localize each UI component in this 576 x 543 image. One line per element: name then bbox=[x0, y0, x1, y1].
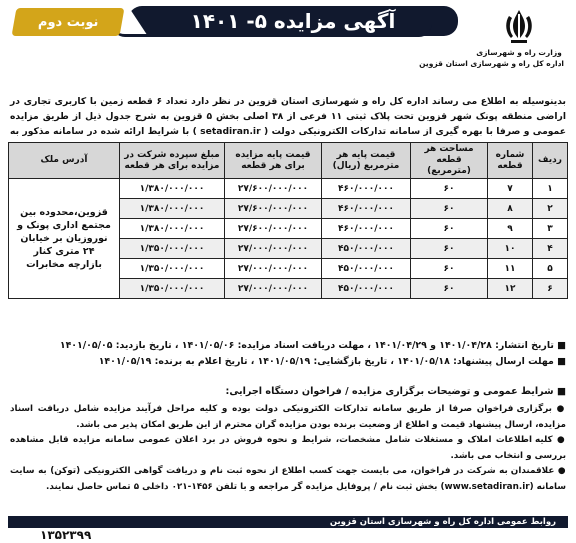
row-number: ۴ bbox=[533, 239, 568, 259]
base-price: ۲۷/۰۰۰/۰۰۰/۰۰۰ bbox=[225, 239, 322, 259]
footer-text: روابط عمومی اداره کل راه و شهرسازی استان قزوین bbox=[329, 517, 556, 527]
publish-dates-text: تاریخ انتشار: ۱۴۰۱/۰۴/۲۸ و ۱۴۰۱/۰۴/۲۹ ، مهلت دریافت اسناد مزایده: ۱۴۰۱/۰۵/۰۶ ، تاریخ بازدید: ۱۴۰۱/۰۵/۰۵ bbox=[59, 340, 554, 351]
unit-price: ۴۶۰/۰۰۰/۰۰۰ bbox=[322, 179, 411, 199]
unit-price: ۴۵۰/۰۰۰/۰۰۰ bbox=[322, 239, 411, 259]
plot-area: ۶۰ bbox=[411, 259, 488, 279]
intro-paragraph: بدینوسیله به اطلاع می رساند اداره کل راه و شهرسازی استان قزوین در نظر دارد تعداد ۶ قطعه زمین با کاربری تجاری در اراضی منطقه پونک شهر قزوین تحت پلاک ثبتی ۱۱ فرعی از ۳۸ اصلی بخش ۵ قزوین به شرح جدول ذیل از طریق مزایده عمومی و صرفا با بهره گیری از سامانه تدارکات الکترونیکی دولت ( setadiran.ir ) با شرایط ارائه شده در سامانه مذکور به bbox=[10, 96, 567, 137]
turn-badge bbox=[12, 8, 125, 36]
condition-item bbox=[10, 402, 566, 433]
plot-area: ۶۰ bbox=[411, 239, 488, 259]
header-deposit: مبلغ سپرده شرکت در مزایده برای هر قطعه bbox=[120, 143, 225, 179]
table-row bbox=[9, 179, 568, 199]
bullet-icon: ● bbox=[554, 466, 566, 476]
publish-dates-line bbox=[8, 338, 566, 354]
deadline-dates-line bbox=[8, 354, 566, 370]
unit-price: ۴۶۰/۰۰۰/۰۰۰ bbox=[322, 199, 411, 219]
deposit-amount: ۱/۳۸۰/۰۰۰/۰۰۰ bbox=[120, 219, 225, 239]
table-header-row bbox=[9, 143, 568, 179]
unit-price: ۴۵۰/۰۰۰/۰۰۰ bbox=[322, 279, 411, 299]
header-address: آدرس ملک bbox=[9, 143, 120, 179]
row-number: ۵ bbox=[533, 259, 568, 279]
condition-item bbox=[10, 464, 566, 495]
row-number: ۲ bbox=[533, 199, 568, 219]
condition-text: علاقمندان به شرکت در فراخوان، می بایست جهت کسب اطلاع از نحوه ثبت نام و دریافت گواهی الکترونیکی (توکن) به سایت سامانه (www.setadiran.ir) بخش ثبت نام / پروفایل مزایده گر مراجعه و با تلفن ۱۴۵۶-۰۲۱ داخلی ۵ تماس حاصل نمایند. bbox=[10, 466, 566, 492]
plot-area: ۶۰ bbox=[411, 219, 488, 239]
header-unit-price: قیمت پایه هر مترمربع (ریال) bbox=[322, 143, 411, 179]
row-number: ۳ bbox=[533, 219, 568, 239]
plot-number: ۱۰ bbox=[488, 239, 533, 259]
header-row-number: ردیف bbox=[533, 143, 568, 179]
base-price: ۲۷/۶۰۰/۰۰۰/۰۰۰ bbox=[225, 179, 322, 199]
condition-item bbox=[10, 433, 566, 464]
plot-number: ۱۲ bbox=[488, 279, 533, 299]
bullet-icon: ■ bbox=[553, 386, 566, 397]
plot-number: ۹ bbox=[488, 219, 533, 239]
plot-area: ۶۰ bbox=[411, 199, 488, 219]
notice-title: آگهی مزایده ۵- ۱۴۰۱ bbox=[190, 9, 396, 33]
deposit-amount: ۱/۳۸۰/۰۰۰/۰۰۰ bbox=[120, 199, 225, 219]
conditions-list bbox=[10, 402, 566, 495]
deposit-amount: ۱/۳۵۰/۰۰۰/۰۰۰ bbox=[120, 239, 225, 259]
plot-number: ۷ bbox=[488, 179, 533, 199]
plots-table bbox=[8, 142, 568, 299]
bullet-icon: ● bbox=[552, 435, 567, 445]
iran-emblem-icon bbox=[499, 6, 539, 46]
ministry-name: وزارت راه و شهرسازی bbox=[476, 48, 562, 57]
row-number: ۱ bbox=[533, 179, 568, 199]
schedule-dates bbox=[8, 338, 566, 370]
deposit-amount: ۱/۳۵۰/۰۰۰/۰۰۰ bbox=[120, 259, 225, 279]
base-price: ۲۷/۶۰۰/۰۰۰/۰۰۰ bbox=[225, 199, 322, 219]
header-area: مساحت هر قطعه (مترمربع) bbox=[411, 143, 488, 179]
footer-bar bbox=[8, 516, 568, 528]
header-base-price: قیمت پایه مزایده برای هر قطعه bbox=[225, 143, 322, 179]
row-number: ۶ bbox=[533, 279, 568, 299]
base-price: ۲۷/۶۰۰/۰۰۰/۰۰۰ bbox=[225, 219, 322, 239]
base-price: ۲۷/۰۰۰/۰۰۰/۰۰۰ bbox=[225, 259, 322, 279]
plot-area: ۶۰ bbox=[411, 279, 488, 299]
condition-text: کلیه اطلاعات املاک و مستغلات شامل مشخصات، شرایط و نحوه فروش در برد اعلان عمومی سامانه مزایده قابل مشاهده بررسی و انتخاب می باشد. bbox=[10, 435, 566, 461]
plot-number: ۸ bbox=[488, 199, 533, 219]
conditions-title bbox=[225, 386, 566, 397]
condition-text: برگزاری فراخوان صرفا از طریق سامانه تدارکات الکترونیکی دولت بوده و کلیه مراحل فرآیند مزایده شامل دریافت اسناد مزایده، ارسال پیشنهاد قیمت و اطلاع از وضعیت برنده بودن مزایده گران محترم از این طریق امکان پذیر می باشد. bbox=[10, 404, 566, 430]
bullet-icon: ● bbox=[551, 404, 566, 414]
notice-code: ۱۳۵۲۳۹۹ bbox=[40, 528, 92, 542]
deposit-amount: ۱/۳۸۰/۰۰۰/۰۰۰ bbox=[120, 179, 225, 199]
bullet-icon: ■ bbox=[553, 340, 566, 351]
plot-area: ۶۰ bbox=[411, 179, 488, 199]
plot-number: ۱۱ bbox=[488, 259, 533, 279]
base-price: ۲۷/۰۰۰/۰۰۰/۰۰۰ bbox=[225, 279, 322, 299]
deadline-dates-text: مهلت ارسال پیشنهاد: ۱۴۰۱/۰۵/۱۸ ، تاریخ بازگشایی: ۱۴۰۱/۰۵/۱۹ ، تاریخ اعلام به برنده: ۱۴۰۱/۰۵/۱۹ bbox=[98, 356, 554, 367]
unit-price: ۴۵۰/۰۰۰/۰۰۰ bbox=[322, 259, 411, 279]
turn-badge-label: نوبت دوم bbox=[37, 14, 99, 30]
header-plot-number: شماره قطعه bbox=[488, 143, 533, 179]
ministry-emblem bbox=[419, 6, 564, 69]
conditions-title-text: شرایط عمومی و توضیحات برگزاری مزایده / فراخوان دستگاه اجرایی: bbox=[225, 386, 554, 397]
unit-price: ۴۶۰/۰۰۰/۰۰۰ bbox=[322, 219, 411, 239]
department-name: اداره کل راه و شهرسازی استان قزوین bbox=[419, 59, 564, 69]
bullet-icon: ■ bbox=[553, 356, 566, 367]
deposit-amount: ۱/۳۵۰/۰۰۰/۰۰۰ bbox=[120, 279, 225, 299]
property-address: قزوین،محدوده بین مجتمع اداری پونک و نوروزیان بر خیابان ۲۴ متری کنار بازارچه مخابرات bbox=[9, 179, 120, 299]
